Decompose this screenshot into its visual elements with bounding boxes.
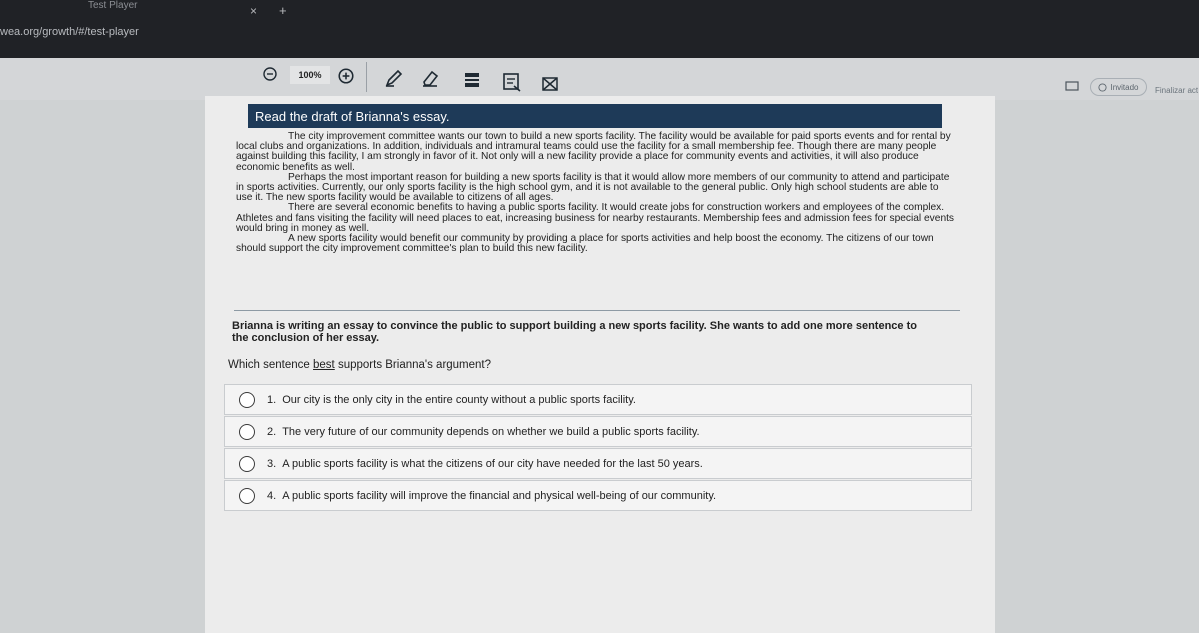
answer-option-1[interactable] <box>224 384 972 415</box>
zoom-out-button[interactable] <box>258 62 282 86</box>
option-text: The very future of our community depends on whether we build a public sports facility. <box>282 425 700 438</box>
radio-button[interactable] <box>239 456 255 472</box>
address-bar[interactable]: wea.org/growth/#/test-player <box>0 26 139 38</box>
user-icon <box>1098 83 1107 92</box>
option-text: A public sports facility will improve the financial and physical well-being of our community. <box>282 489 717 502</box>
answer-option-4[interactable] <box>224 480 972 511</box>
option-number: 3. <box>267 457 277 470</box>
tab-title[interactable]: Test Player <box>88 0 138 11</box>
option-text: A public sports facility is what the citizens of our city have needed for the last 50 years. <box>282 457 703 470</box>
option-number: 4. <box>267 489 277 502</box>
zoom-in-icon <box>337 67 355 85</box>
toolbar-divider <box>366 62 367 92</box>
answer-options <box>224 384 972 512</box>
question-text-before: Which sentence <box>228 359 314 371</box>
question-prompt: Brianna is writing an essay to convince the public to support building a new sports facility. She wants to add one more sentence to the conclusion of her essay. <box>232 320 917 344</box>
browser-chrome <box>0 0 1199 58</box>
question-text-after: supports Brianna's argument? <box>334 359 492 371</box>
question-text <box>228 359 491 371</box>
zoom-in-button[interactable] <box>334 64 358 88</box>
eraser-button[interactable] <box>418 66 442 90</box>
line-reader-button[interactable] <box>460 68 484 92</box>
user-label: Invitado <box>1110 82 1139 92</box>
radio-button[interactable] <box>239 392 255 408</box>
keyboard-button[interactable] <box>1060 74 1084 98</box>
strikethrough-icon <box>541 75 559 93</box>
zoom-level: 100% <box>290 66 330 84</box>
highlighter-button[interactable] <box>382 66 406 90</box>
section-divider <box>234 310 960 311</box>
option-number: 2. <box>267 425 277 438</box>
keyboard-icon <box>1065 80 1079 92</box>
test-toolbar <box>0 58 1199 100</box>
essay-paragraph: The city improvement committee wants our town to build a new sports facility. The facility would be available for paid sports events and for rental by local clubs and organizations. In addition, individuals and intramural teams could use the facility for a small membership fee. Though there are many people against building this facility, I am strongly in favor of it. Not only will a new facility provide a place for community events and activities, it will also produce economic benefits as well. <box>236 131 951 173</box>
answer-option-3[interactable] <box>224 448 972 479</box>
notepad-button[interactable] <box>500 70 524 94</box>
option-text: Our city is the only city in the entire county without a public sports facility. <box>282 393 636 406</box>
zoom-out-icon <box>262 66 278 82</box>
finish-button[interactable]: Finalizar act <box>1155 86 1199 95</box>
stem-header: Read the draft of Brianna's essay. <box>248 104 942 128</box>
question-emphasis: best <box>313 359 335 371</box>
user-badge[interactable] <box>1090 78 1147 96</box>
line-reader-icon <box>463 71 481 89</box>
essay-paragraph: There are several economic benefits to having a public sports facility. It would create jobs for construction workers and employees of the complex. Athletes and fans visiting the facility will need places to eat, increasing business for nearby restaurants. Membership fees and admission fees for special events would bring in money as well. <box>236 202 955 234</box>
pencil-icon <box>384 68 404 88</box>
answer-eliminator-button[interactable] <box>538 72 562 96</box>
radio-button[interactable] <box>239 488 255 504</box>
new-tab-button[interactable]: + <box>279 3 287 18</box>
option-number: 1. <box>267 393 277 406</box>
essay-paragraph: A new sports facility would benefit our community by providing a place for sports activities and help boost the economy. The citizens of our town should support the city improvement committee's plan to build this new facility. <box>236 233 934 255</box>
answer-option-2[interactable] <box>224 416 972 447</box>
essay-paragraph: Perhaps the most important reason for building a new sports facility is that it would allow more members of our community to attend and participate in sports activities. Currently, our only sports facility is the high school gym, and it is not available to the general public. Only high school students are able to use it. The new sports facility would be available to citizens of all ages. <box>236 171 950 204</box>
radio-button[interactable] <box>239 424 255 440</box>
essay-passage <box>236 132 956 254</box>
tab-close-button[interactable]: × <box>250 4 258 18</box>
notepad-icon <box>502 72 522 92</box>
eraser-icon <box>420 68 440 88</box>
